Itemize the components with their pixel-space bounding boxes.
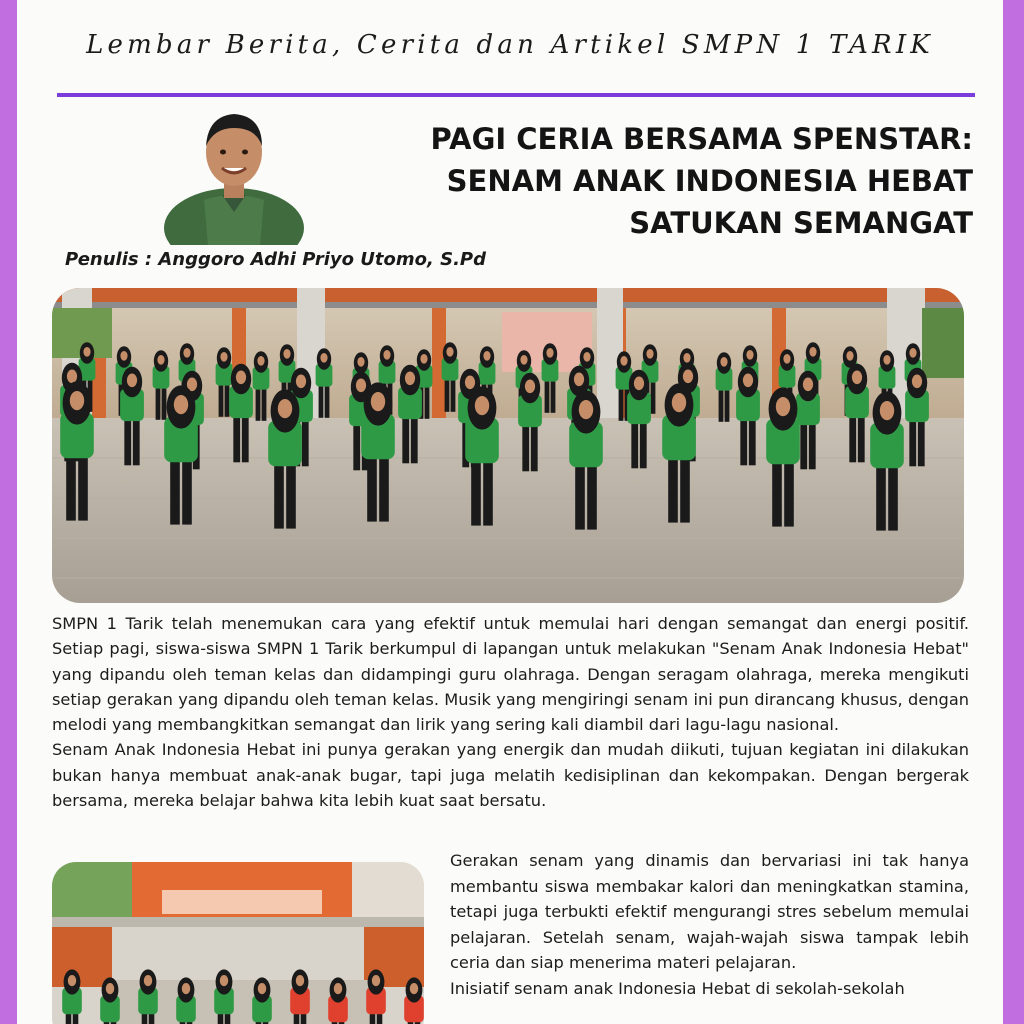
headline-line: SATUKAN SEMANGAT <box>629 206 973 240</box>
header-divider <box>57 93 975 97</box>
newsletter-page <box>17 0 1003 1024</box>
article-paragraph: SMPN 1 Tarik telah menemukan cara yang efektif untuk memulai hari dengan semangat dan energi positif. Setiap pagi, siswa-siswa SMPN 1 Tarik berkumpul di lapangan untuk melakukan "Senam Anak Indonesia Hebat" yang dipandu oleh teman kelas dan didampingi guru olahraga. Dengan seragam olahraga, mereka mengikuti setiap gerakan yang dipandu oleh teman kelas. Musik yang mengiringi senam ini pun dirancang khusus, dengan melodi yang membangkitkan semangat dan lirik yang sering kali diambil dari lagu-lagu nasional. <box>52 614 969 735</box>
author-photo <box>164 100 304 245</box>
newsletter-tagline: Lembar Berita, Cerita dan Artikel SMPN 1 TARIK <box>86 30 934 60</box>
main-photo-students-exercising <box>52 288 964 603</box>
article-side-column <box>450 848 969 1002</box>
article-headline <box>333 118 973 244</box>
author-byline: Penulis : Anggoro Adhi Priyo Utomo, S.Pd <box>65 249 486 270</box>
student-figure <box>328 977 348 1024</box>
article-paragraph: Senam Anak Indonesia Hebat ini punya gerakan yang energik dan mudah diikuti, tujuan kegiatan ini dilakukan bukan hanya membuat anak-anak bugar, tapi juga melatih kedisiplinan dan kekompakan. Dengan bergerak bersama, mereka belajar bahwa kita lebih kuat saat bersatu. <box>52 740 969 811</box>
student-figure <box>404 977 424 1024</box>
secondary-photo-school-yard <box>52 862 424 1024</box>
article-body <box>52 611 969 813</box>
article-paragraph: Gerakan senam yang dinamis dan bervariasi ini tak hanya membantu siswa membakar kalori dan meningkatkan stamina, tetapi juga terbukti efektif mengurangi stres sebelum memulai pelajaran. Setelah senam, wajah-wajah siswa tampak lebih ceria dan siap menerima materi pelajaran. <box>450 851 969 973</box>
student-figure <box>252 977 272 1024</box>
student-figure <box>176 977 196 1024</box>
headline-line: SENAM ANAK INDONESIA HEBAT <box>446 164 973 198</box>
headline-line: PAGI CERIA BERSAMA SPENSTAR: <box>430 122 973 156</box>
student-figure <box>100 977 120 1024</box>
masthead-cropped-logo <box>57 0 963 6</box>
article-paragraph: Inisiatif senam anak Indonesia Hebat di sekolah-sekolah <box>450 978 905 998</box>
